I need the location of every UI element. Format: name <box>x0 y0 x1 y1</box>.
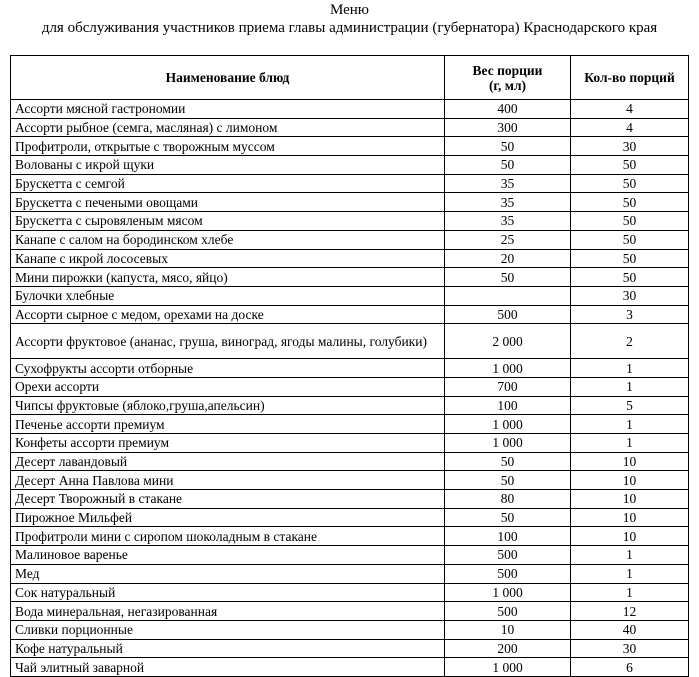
portion-weight-cell: 25 <box>445 230 571 249</box>
portion-count-cell: 10 <box>571 527 689 546</box>
portion-weight-cell: 500 <box>445 602 571 621</box>
header-weight-line2: (г, мл) <box>488 77 527 93</box>
portion-weight-cell: 400 <box>445 100 571 119</box>
header-portion-weight <box>445 56 571 100</box>
portion-count-cell: 10 <box>571 508 689 527</box>
portion-weight-cell: 50 <box>445 452 571 471</box>
table-row <box>11 324 689 359</box>
dish-name-cell: Брускетта с сыровяленым мясом <box>11 212 445 231</box>
table-row <box>11 434 689 453</box>
dish-name-cell: Булочки хлебные <box>11 286 445 305</box>
dish-name-cell: Брускетта с печеными овощами <box>11 193 445 212</box>
menu-table <box>10 55 689 677</box>
portion-weight-cell: 35 <box>445 212 571 231</box>
portion-weight-cell: 10 <box>445 620 571 639</box>
portion-weight-cell: 300 <box>445 118 571 137</box>
portion-count-cell: 4 <box>571 118 689 137</box>
table-row <box>11 230 689 249</box>
document-title: Меню <box>329 2 370 18</box>
portion-weight-cell: 50 <box>445 137 571 156</box>
table-row <box>11 527 689 546</box>
table-row <box>11 415 689 434</box>
dish-name-cell: Десерт лавандовый <box>11 452 445 471</box>
portion-count-cell: 1 <box>571 377 689 396</box>
portion-weight-cell: 100 <box>445 396 571 415</box>
header-portion-count: Кол-во порций <box>571 56 689 100</box>
portion-count-cell: 5 <box>571 396 689 415</box>
table-row <box>11 602 689 621</box>
header-row <box>11 56 689 100</box>
table-row <box>11 396 689 415</box>
portion-count-cell: 4 <box>571 100 689 119</box>
dish-name-cell: Орехи ассорти <box>11 377 445 396</box>
portion-count-cell: 30 <box>571 286 689 305</box>
table-row <box>11 193 689 212</box>
portion-weight-cell: 1 000 <box>445 434 571 453</box>
table-row <box>11 377 689 396</box>
portion-count-cell: 10 <box>571 452 689 471</box>
dish-name-cell: Сухофрукты ассорти отборные <box>11 359 445 378</box>
portion-weight-cell: 35 <box>445 174 571 193</box>
portion-count-cell: 50 <box>571 174 689 193</box>
portion-count-cell: 50 <box>571 193 689 212</box>
table-row <box>11 490 689 509</box>
dish-name-cell: Волованы с икрой щуки <box>11 156 445 175</box>
menu-table-body <box>11 100 689 677</box>
portion-count-cell: 3 <box>571 305 689 324</box>
portion-count-cell: 50 <box>571 230 689 249</box>
dish-name-cell: Малиновое варенье <box>11 546 445 565</box>
portion-count-cell: 1 <box>571 564 689 583</box>
dish-name-cell: Сок натуральный <box>11 583 445 602</box>
dish-name-cell: Чипсы фруктовые (яблоко,груша,апельсин) <box>11 396 445 415</box>
table-row <box>11 156 689 175</box>
table-row <box>11 268 689 287</box>
portion-weight-cell: 700 <box>445 377 571 396</box>
table-row <box>11 118 689 137</box>
portion-weight-cell: 1 000 <box>445 658 571 677</box>
document-subtitle: для обслуживания участников приема главы администрации (губернатора) Краснодарского края <box>41 20 658 36</box>
dish-name-cell: Десерт Творожный в стакане <box>11 490 445 509</box>
table-row <box>11 583 689 602</box>
portion-count-cell: 50 <box>571 268 689 287</box>
table-row <box>11 305 689 324</box>
table-row <box>11 137 689 156</box>
portion-weight-cell: 1 000 <box>445 359 571 378</box>
dish-name-cell: Ассорти сырное с медом, орехами на доске <box>11 305 445 324</box>
portion-weight-cell: 1 000 <box>445 415 571 434</box>
dish-name-cell: Десерт Анна Павлова мини <box>11 471 445 490</box>
portion-count-cell: 50 <box>571 212 689 231</box>
dish-name-cell: Профитроли, открытые с творожным муссом <box>11 137 445 156</box>
portion-weight-cell: 500 <box>445 546 571 565</box>
dish-name-cell: Брускетта с семгой <box>11 174 445 193</box>
portion-count-cell: 10 <box>571 471 689 490</box>
portion-weight-cell: 50 <box>445 471 571 490</box>
dish-name-cell: Печенье ассорти премиум <box>11 415 445 434</box>
table-row <box>11 100 689 119</box>
menu-table-header <box>11 56 689 100</box>
table-row <box>11 564 689 583</box>
dish-name-cell: Ассорти фруктовое (ананас, груша, виноград, ягоды малины, голубики) <box>11 324 445 359</box>
portion-count-cell: 10 <box>571 490 689 509</box>
portion-count-cell: 1 <box>571 583 689 602</box>
portion-weight-cell: 2 000 <box>445 324 571 359</box>
table-row <box>11 471 689 490</box>
dish-name-cell: Мини пирожки (капуста, мясо, яйцо) <box>11 268 445 287</box>
portion-count-cell: 50 <box>571 156 689 175</box>
table-row <box>11 286 689 305</box>
portion-count-cell: 30 <box>571 137 689 156</box>
table-row <box>11 658 689 677</box>
portion-count-cell: 40 <box>571 620 689 639</box>
portion-weight-cell: 1 000 <box>445 583 571 602</box>
portion-weight-cell: 80 <box>445 490 571 509</box>
portion-weight-cell: 100 <box>445 527 571 546</box>
dish-name-cell: Конфеты ассорти премиум <box>11 434 445 453</box>
portion-count-cell: 6 <box>571 658 689 677</box>
portion-weight-cell: 50 <box>445 508 571 527</box>
portion-count-cell: 30 <box>571 639 689 658</box>
portion-weight-cell: 35 <box>445 193 571 212</box>
header-dish-name: Наименование блюд <box>11 56 445 100</box>
dish-name-cell: Ассорти рыбное (семга, масляная) с лимоном <box>11 118 445 137</box>
table-row <box>11 620 689 639</box>
dish-name-cell: Ассорти мясной гастрономии <box>11 100 445 119</box>
portion-weight-cell: 20 <box>445 249 571 268</box>
portion-weight-cell: 50 <box>445 268 571 287</box>
portion-count-cell: 2 <box>571 324 689 359</box>
portion-weight-cell: 500 <box>445 564 571 583</box>
table-row <box>11 212 689 231</box>
table-row <box>11 174 689 193</box>
portion-weight-cell: 50 <box>445 156 571 175</box>
table-row <box>11 546 689 565</box>
dish-name-cell: Канапе с икрой лососевых <box>11 249 445 268</box>
dish-name-cell: Сливки порционные <box>11 620 445 639</box>
header-weight-line1: Вес порции <box>472 62 543 78</box>
dish-name-cell: Мед <box>11 564 445 583</box>
table-row <box>11 508 689 527</box>
portion-count-cell: 1 <box>571 359 689 378</box>
table-row <box>11 249 689 268</box>
portion-weight-cell: 200 <box>445 639 571 658</box>
dish-name-cell: Пирожное Мильфей <box>11 508 445 527</box>
table-row <box>11 452 689 471</box>
table-row <box>11 639 689 658</box>
dish-name-cell: Вода минеральная, негазированная <box>11 602 445 621</box>
portion-count-cell: 50 <box>571 249 689 268</box>
portion-count-cell: 12 <box>571 602 689 621</box>
dish-name-cell: Канапе с салом на бородинском хлебе <box>11 230 445 249</box>
portion-count-cell: 1 <box>571 546 689 565</box>
dish-name-cell: Кофе натуральный <box>11 639 445 658</box>
portion-weight-cell: 500 <box>445 305 571 324</box>
portion-count-cell: 1 <box>571 415 689 434</box>
table-row <box>11 359 689 378</box>
portion-weight-cell <box>445 286 571 305</box>
dish-name-cell: Профитроли мини с сиропом шоколадным в стакане <box>11 527 445 546</box>
portion-count-cell: 1 <box>571 434 689 453</box>
dish-name-cell: Чай элитный заварной <box>11 658 445 677</box>
